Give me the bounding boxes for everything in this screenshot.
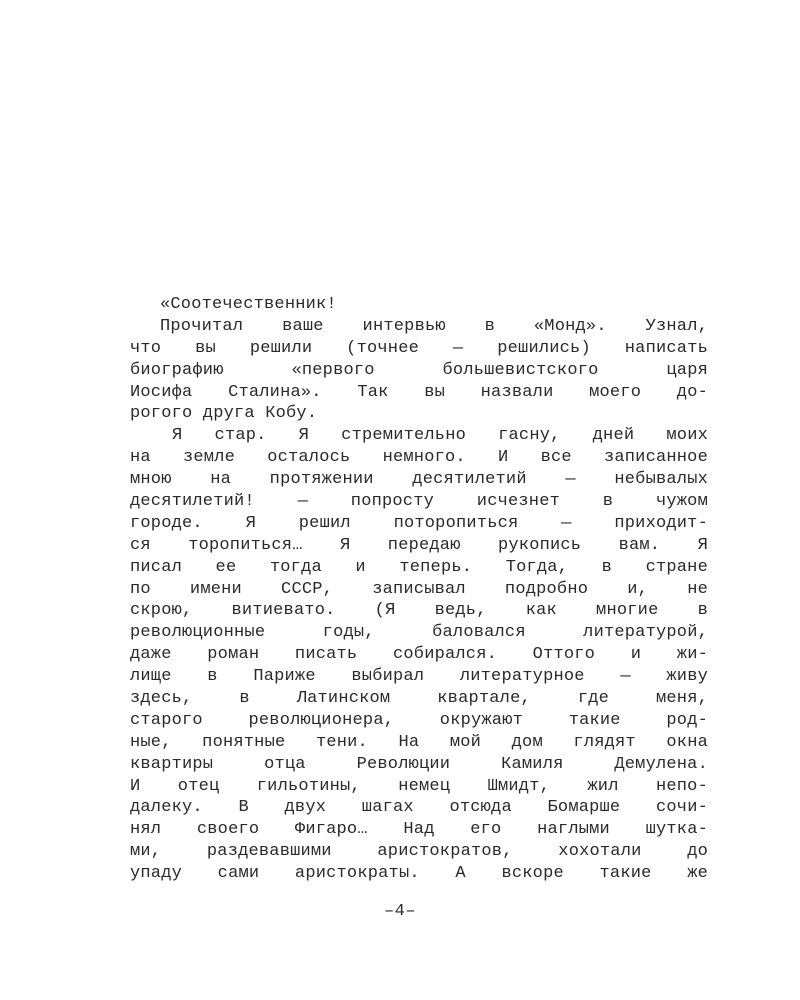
- text-line: Иосифа Сталина». Так вы назвали моего до-: [130, 382, 708, 402]
- body-text: [130, 294, 708, 885]
- text-line: писал ее тогда и теперь. Тогда, в стране: [130, 557, 708, 577]
- text-line: упаду сами аристократы. А вскоре такие же: [130, 864, 708, 884]
- text-line: Прочитал ваше интервью в «Монд». Узнал,: [160, 316, 708, 336]
- text-line: Я стар. Я стремительно гасну, дней моих: [172, 426, 708, 446]
- text-line: революционные годы, баловался литературой,: [130, 623, 708, 643]
- text-line: что вы решили (точнее — решились) написать: [130, 338, 708, 358]
- text-line: на земле осталось немного. И все записанное: [130, 448, 708, 468]
- text-line: нял своего Фигаро… Над его наглыми шутка-: [130, 820, 708, 840]
- text-line: ми, раздевавшими аристократов, хохотали до: [130, 842, 708, 862]
- text-line: далеку. В двух шагах отсюда Бомарше сочи-: [130, 798, 708, 818]
- text-line: биографию «первого большевистского царя: [130, 360, 708, 380]
- text-line: лище в Париже выбирал литературное — живу: [130, 667, 708, 687]
- text-line: И отец гильотины, немец Шмидт, жил непо-: [130, 776, 708, 796]
- text-line: ные, понятные тени. На мой дом глядят окна: [130, 732, 708, 752]
- text-line: рогого друга Кобу.: [130, 404, 318, 424]
- text-line: мною на протяжении десятилетий — небывалых: [130, 470, 708, 490]
- text-line: квартиры отца Революции Камиля Демулена.: [130, 754, 708, 774]
- text-line: ся торопиться… Я передаю рукопись вам. Я: [130, 535, 708, 555]
- text-line: скрою, витиевато. (Я ведь, как многие в: [130, 601, 708, 621]
- text-line: десятилетий! — попросту исчезнет в чужом: [130, 492, 708, 512]
- page-number: –4–: [383, 902, 417, 921]
- text-line: старого революционера, окружают такие род-: [130, 710, 708, 730]
- text-line: «Соотечественник!: [160, 295, 337, 314]
- text-line: городе. Я решил поторопиться — приходит-: [130, 513, 708, 533]
- text-line: здесь, в Латинском квартале, где меня,: [130, 689, 708, 709]
- text-line: по имени СССР, записывал подробно и, не: [130, 579, 708, 599]
- text-line: даже роман писать собирался. Оттого и жи-: [130, 645, 708, 665]
